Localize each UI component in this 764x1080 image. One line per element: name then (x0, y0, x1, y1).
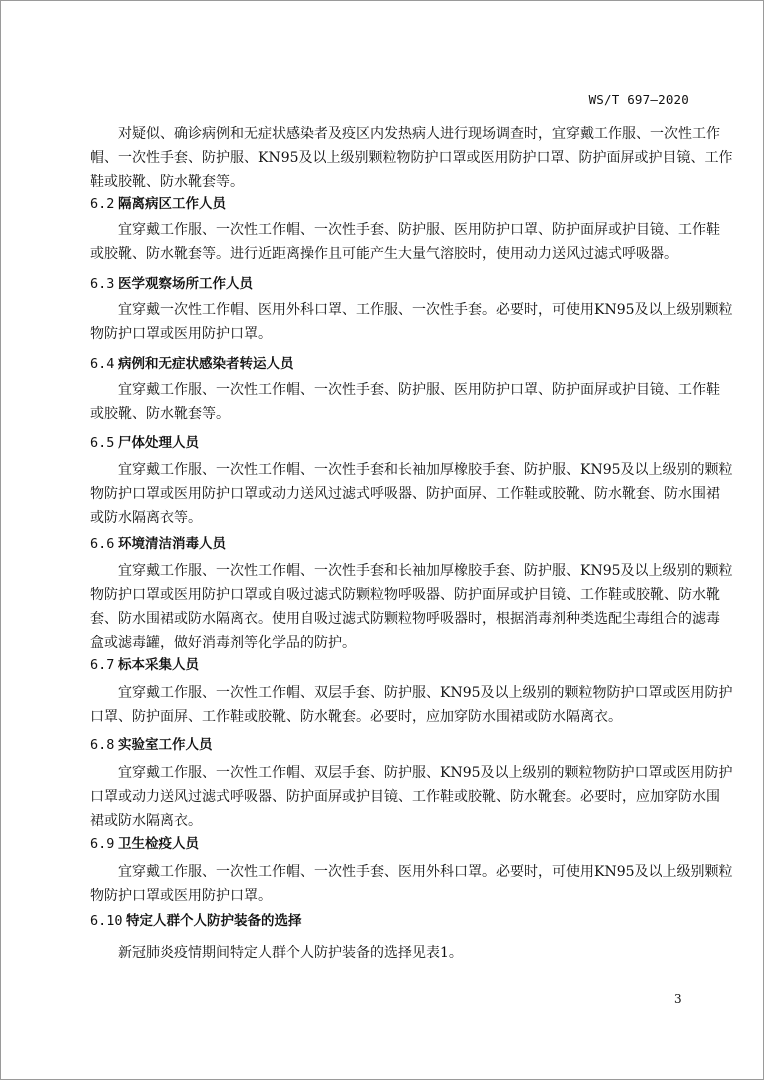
section-paragraph (90, 378, 720, 426)
section-heading (90, 733, 692, 757)
paragraph-line: 鞋或胶靴、防水靴套等。 (90, 174, 244, 190)
section-heading (90, 272, 692, 296)
paragraph-line: 宜穿戴一次性工作帽、医用外科口罩、工作服、一次性手套。必要时，可使用KN95及以上级别颗粒 (118, 302, 733, 318)
section-heading (90, 431, 692, 455)
paragraph-line: 口罩、防护面屏、工作鞋或胶靴、防水靴套。必要时，应加穿防水围裙或防水隔离衣。 (90, 709, 622, 725)
paragraph-line: 宜穿戴工作服、一次性工作帽、双层手套、防护服、KN95及以上级别的颗粒物防护口罩或医用防护 (118, 765, 733, 781)
section-title: 隔离病区工作人员 (118, 196, 226, 212)
paragraph-line: 宜穿戴工作服、一次性工作帽、一次性手套、医用外科口罩。必要时，可使用KN95及以上级别颗粒 (118, 864, 733, 880)
section-heading (90, 909, 692, 933)
section-number: 6.3 (90, 276, 115, 292)
paragraph-line: 物防护口罩或医用防护口罩。 (90, 326, 272, 342)
section-number: 6.5 (90, 435, 115, 451)
section-title: 特定人群个人防护装备的选择 (126, 913, 302, 929)
section-title: 尸体处理人员 (118, 435, 199, 451)
section-paragraph (90, 559, 733, 655)
section-number: 6.2 (90, 196, 115, 212)
section-paragraph (90, 681, 733, 729)
section-heading (90, 192, 692, 216)
section-heading (90, 832, 692, 856)
paragraph-line: 物防护口罩或医用防护口罩或自吸过滤式防颗粒物呼吸器、防护面屏或护目镜、工作鞋或胶靴、防水靴 (90, 587, 720, 603)
standard-code-header: WS/T 697—2020 (588, 92, 689, 107)
paragraph-line: 或胶靴、防水靴套等。 (90, 406, 230, 422)
section-number: 6.8 (90, 737, 115, 753)
section-paragraph (90, 761, 733, 833)
section-number: 6.7 (90, 657, 115, 673)
paragraph-line: 物防护口罩或医用防护口罩或动力送风过滤式呼吸器、防护面屏、工作鞋或胶靴、防水靴套、防水围裙 (90, 486, 720, 502)
section-number: 6.4 (90, 356, 115, 372)
section-title: 实验室工作人员 (118, 737, 213, 753)
section-number: 6.10 (90, 913, 123, 929)
paragraph-line: 宜穿戴工作服、一次性工作帽、双层手套、防护服、KN95及以上级别的颗粒物防护口罩或医用防护 (118, 685, 733, 701)
paragraph-line: 裙或防水隔离衣。 (90, 813, 202, 829)
paragraph-line: 物防护口罩或医用防护口罩。 (90, 888, 272, 904)
section-title: 卫生检疫人员 (118, 836, 199, 852)
paragraph-line: 盒或滤毒罐，做好消毒剂等化学品的防护。 (90, 635, 356, 651)
section-paragraph (90, 941, 692, 965)
section-paragraph (90, 218, 720, 266)
paragraph-line: 对疑似、确诊病例和无症状感染者及疫区内发热病人进行现场调查时，宜穿戴工作服、一次性工作 (118, 126, 720, 142)
section-title: 环境清洁消毒人员 (118, 536, 226, 552)
section-number: 6.9 (90, 836, 115, 852)
section-number: 6.6 (90, 536, 115, 552)
paragraph-line: 或防水隔离衣等。 (90, 510, 202, 526)
section-title: 标本采集人员 (118, 657, 199, 673)
paragraph-line: 宜穿戴工作服、一次性工作帽、一次性手套、防护服、医用防护口罩、防护面屏或护目镜、工作鞋 (118, 222, 720, 238)
section-paragraph (90, 298, 733, 346)
paragraph-line: 宜穿戴工作服、一次性工作帽、一次性手套和长袖加厚橡胶手套、防护服、KN95及以上级别的颗粒 (118, 462, 733, 478)
paragraph-line: 新冠肺炎疫情期间特定人群个人防护装备的选择见表1。 (118, 945, 463, 961)
intro-paragraph (90, 122, 733, 194)
paragraph-line: 宜穿戴工作服、一次性工作帽、一次性手套和长袖加厚橡胶手套、防护服、KN95及以上级别的颗粒 (118, 563, 733, 579)
paragraph-line: 或胶靴、防水靴套等。进行近距离操作且可能产生大量气溶胶时，使用动力送风过滤式呼吸器。 (90, 246, 678, 262)
page-number: 3 (674, 992, 682, 1006)
paragraph-line: 帽、一次性手套、防护服、KN95及以上级别颗粒物防护口罩或医用防护口罩、防护面屏或护目镜、工作 (90, 150, 733, 166)
section-title: 病例和无症状感染者转运人员 (118, 356, 294, 372)
section-heading (90, 352, 692, 376)
paragraph-line: 宜穿戴工作服、一次性工作帽、一次性手套、防护服、医用防护口罩、防护面屏或护目镜、工作鞋 (118, 382, 720, 398)
section-heading (90, 653, 692, 677)
section-paragraph (90, 860, 733, 908)
section-heading (90, 532, 692, 556)
section-title: 医学观察场所工作人员 (118, 276, 253, 292)
paragraph-line: 套、防水围裙或防水隔离衣。使用自吸过滤式防颗粒物呼吸器时，根据消毒剂种类选配尘毒组合的滤毒 (90, 611, 720, 627)
section-paragraph (90, 458, 733, 530)
paragraph-line: 口罩或动力送风过滤式呼吸器、防护面屏或护目镜、工作鞋或胶靴、防水靴套。必要时，应加穿防水围 (90, 789, 720, 805)
